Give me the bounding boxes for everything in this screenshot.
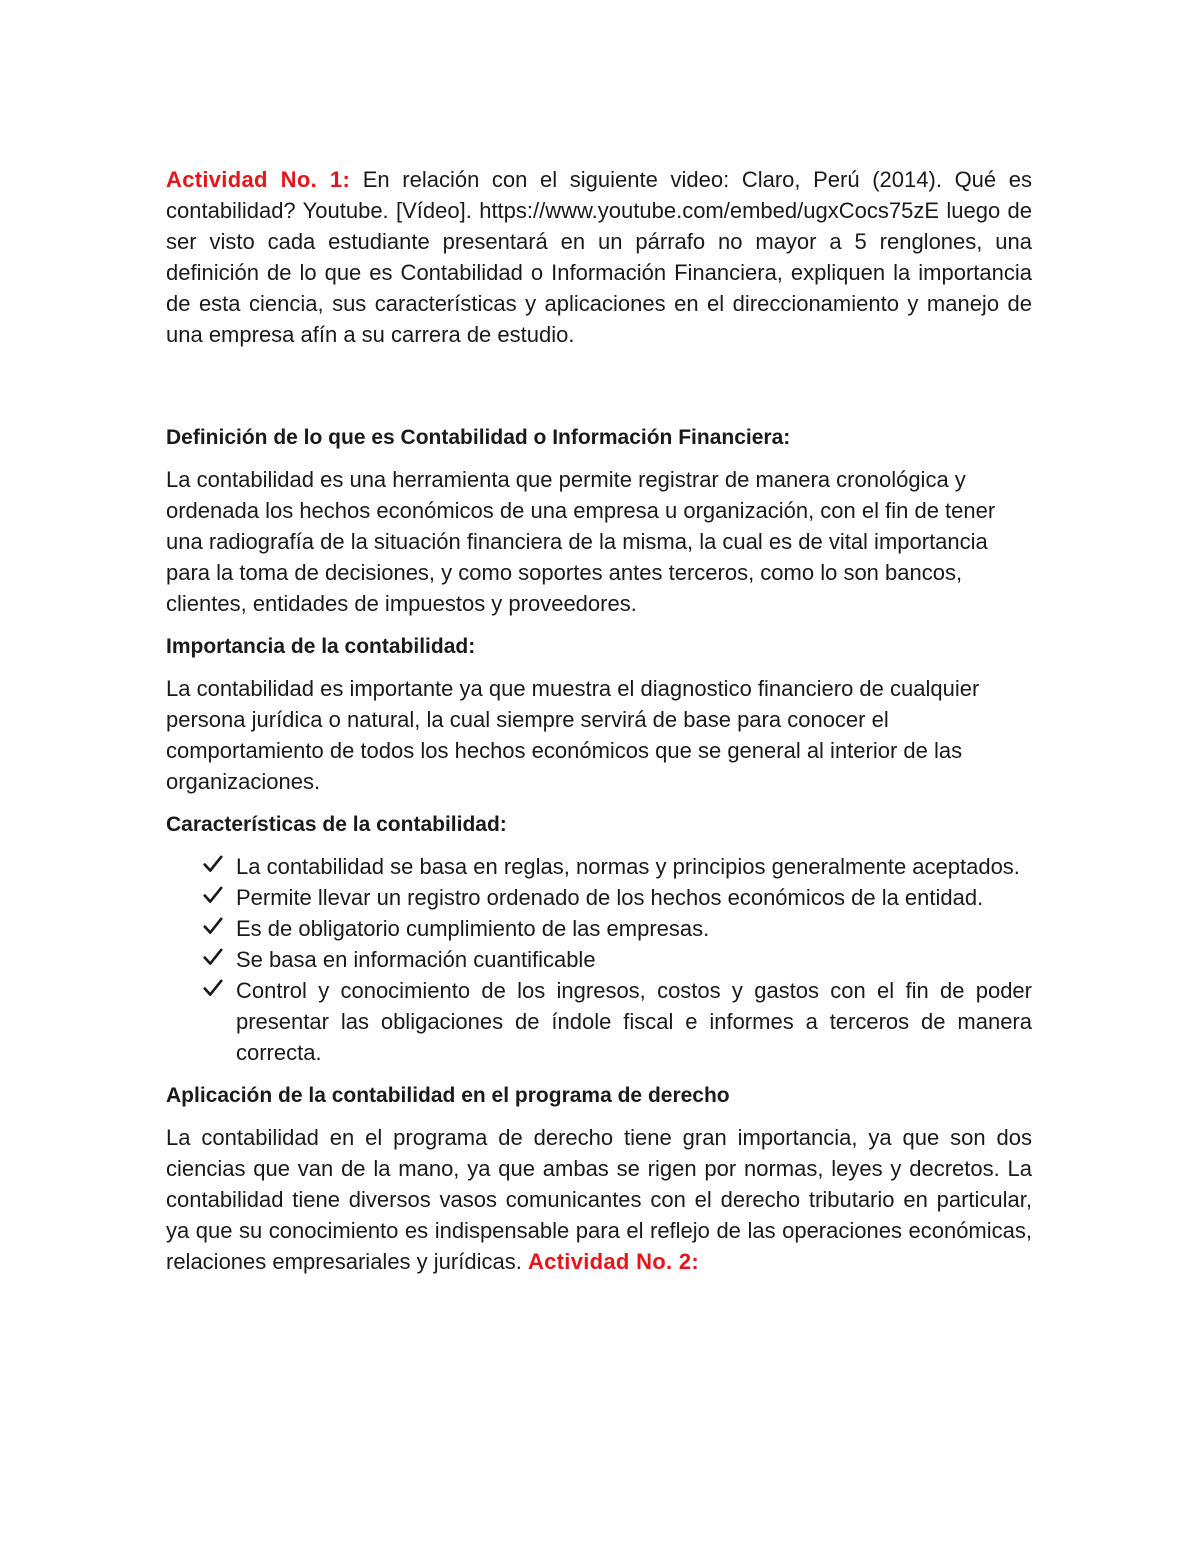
list-item bbox=[166, 913, 1032, 944]
intro-text: En relación con el siguiente video: Claro, Perú (2014). Qué es contabilidad? Youtube. [Vídeo]. https://www.youtube.com/embed/ugxCocs75zE luego de ser visto cada estudiante presentará en un párrafo no mayor a 5 renglones, una definición de lo que es Contabilidad o Información Financiera, expliquen la importancia de esta ciencia, sus características y aplicaciones en el direccionamiento y manejo de una empresa afín a su carrera de estudio. bbox=[166, 167, 1033, 347]
importance-paragraph: La contabilidad es importante ya que muestra el diagnostico financiero de cualquier persona jurídica o natural, la cual siempre servirá de base para conocer el comportamiento de todos los hechos económicos que se general al interior de las organizaciones. bbox=[166, 676, 980, 794]
list-item-text: La contabilidad se basa en reglas, normas y principios generalmente aceptados. bbox=[236, 854, 1020, 879]
application-heading: Aplicación de la contabilidad en el programa de derecho bbox=[166, 1084, 730, 1107]
definition-heading: Definición de lo que es Contabilidad o Información Financiera: bbox=[166, 426, 791, 449]
list-item-text: Es de obligatorio cumplimiento de las empresas. bbox=[236, 916, 710, 941]
list-item bbox=[166, 851, 1032, 882]
check-icon bbox=[202, 853, 224, 875]
list-item-text: Permite llevar un registro ordenado de los hechos económicos de la entidad. bbox=[236, 885, 984, 910]
characteristics-heading: Características de la contabilidad: bbox=[166, 813, 507, 836]
list-item bbox=[166, 975, 1032, 1068]
definition-paragraph: La contabilidad es una herramienta que permite registrar de manera cronológica y ordenada los hechos económicos de una empresa u organización, con el fin de tener una radiografía de la situación financiera de la misma, la cual es de vital importancia para la toma de decisiones, y como soportes antes terceros, como lo son bancos, clientes, entidades de impuestos y proveedores. bbox=[166, 467, 996, 616]
list-item-text: Control y conocimiento de los ingresos, costos y gastos con el fin de poder presentar las obligaciones de índole fiscal e informes a terceros de manera correcta. bbox=[236, 978, 1032, 1065]
application-text: La contabilidad en el programa de derecho tiene gran importancia, ya que son dos ciencias que van de la mano, ya que ambas se rigen por normas, leyes y decretos. La contabilidad tiene diversos vasos comunicantes con el derecho tributario en particular, ya que su conocimiento es indispensable para el reflejo de las operaciones económicas, relaciones empresariales y jurídicas. bbox=[166, 1125, 1032, 1274]
check-icon bbox=[202, 915, 224, 937]
list-item-text: Se basa en información cuantificable bbox=[236, 947, 596, 972]
check-icon bbox=[202, 884, 224, 906]
activity-1-label: Actividad No. 1: bbox=[166, 167, 351, 192]
importance-heading: Importancia de la contabilidad: bbox=[166, 635, 476, 658]
list-item bbox=[166, 882, 1032, 913]
document-page bbox=[166, 164, 1032, 1277]
characteristics-list bbox=[166, 851, 1032, 1068]
activity-2-label: Actividad No. 2: bbox=[527, 1249, 699, 1274]
check-icon bbox=[202, 946, 224, 968]
application-paragraph bbox=[166, 1122, 1032, 1277]
intro-paragraph bbox=[166, 164, 1032, 350]
check-icon bbox=[202, 977, 224, 999]
list-item bbox=[166, 944, 1032, 975]
